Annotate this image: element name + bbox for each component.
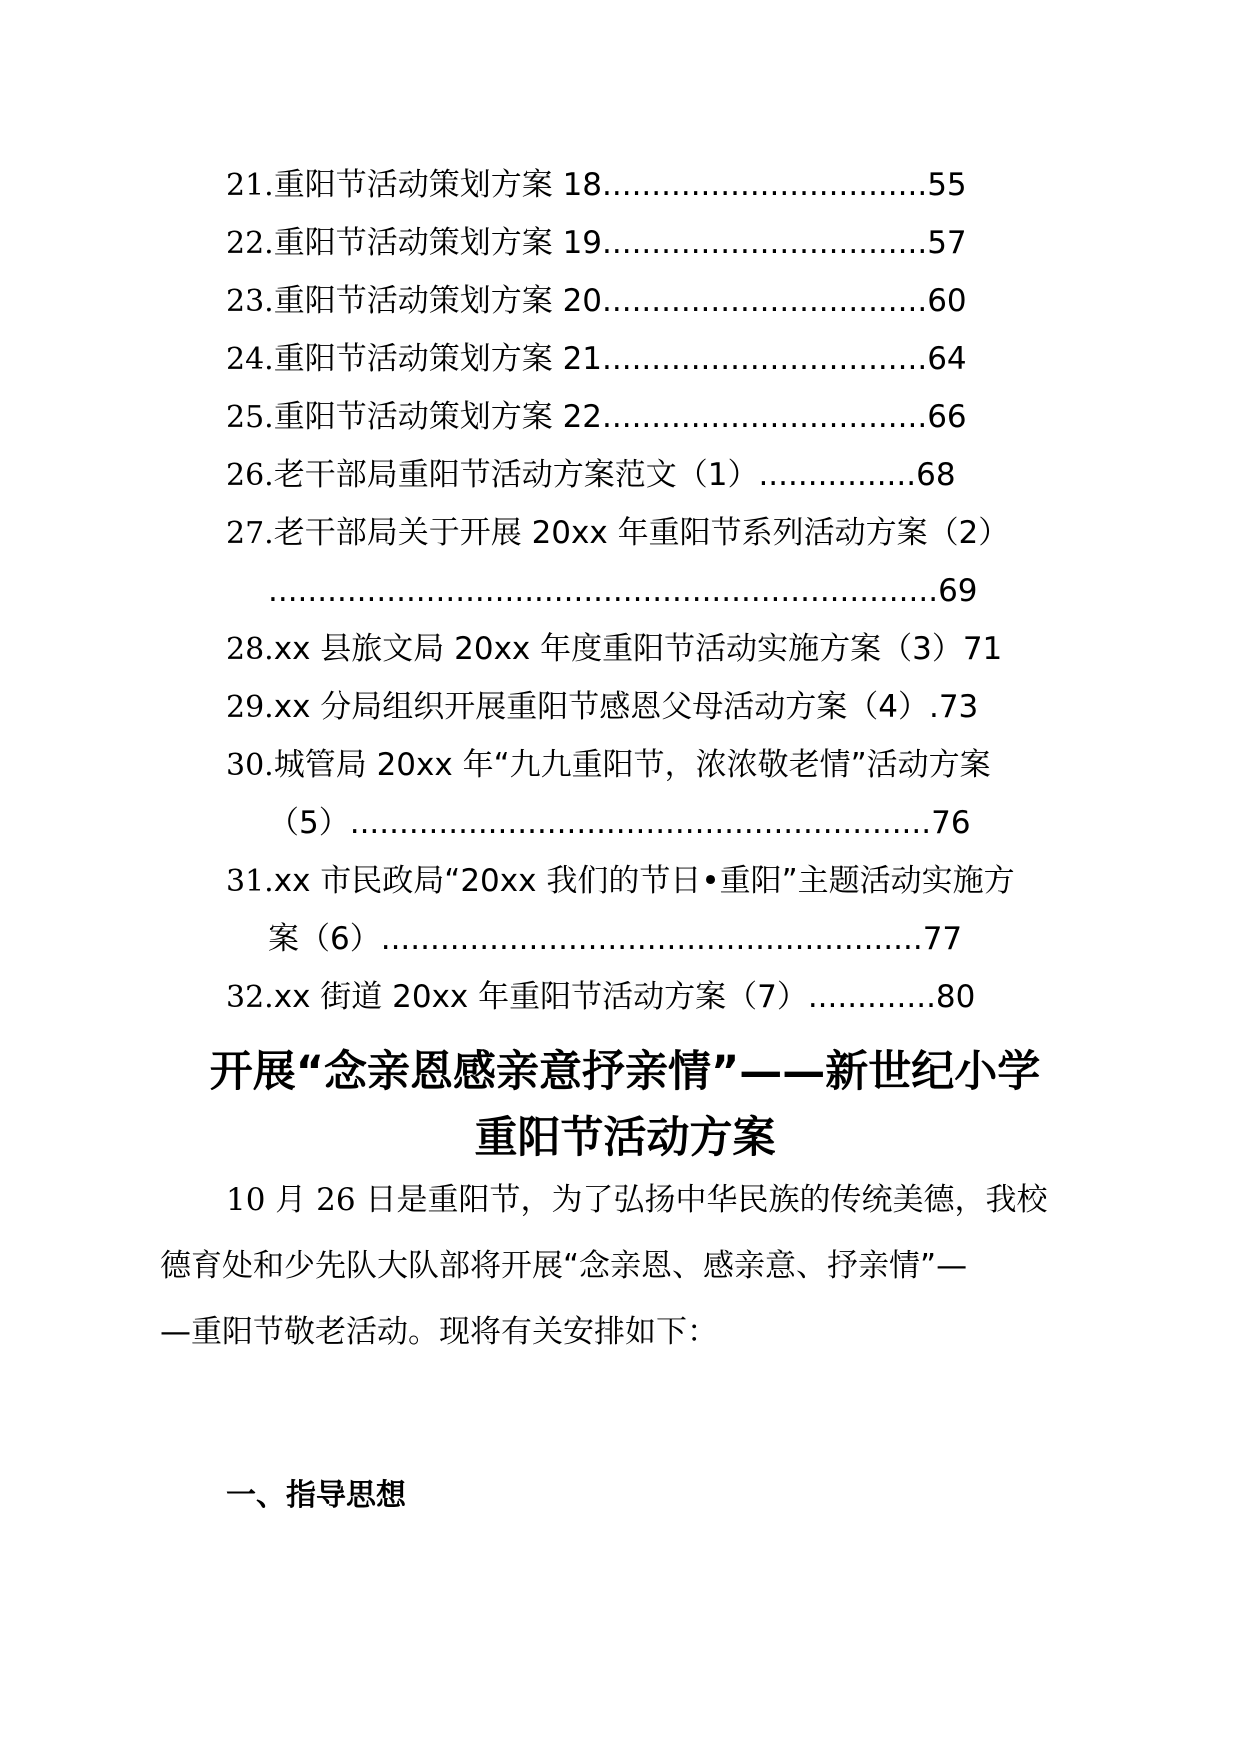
toc-entry-text: 重阳节活动策划方案 21.................................64 <box>273 341 967 377</box>
toc-entry-text: xx 街道 20xx 年重阳节活动方案（7）.............80 <box>273 979 976 1015</box>
toc-entry-text: xx 分局组织开展重阳节感恩父母活动方案（4）.73 <box>273 689 979 725</box>
toc-entry-26[interactable] <box>226 455 956 495</box>
toc-entry-text: xx 县旅文局 20xx 年度重阳节活动实施方案（3）71 <box>273 631 1003 667</box>
toc-entry-text: 重阳节活动策划方案 22.................................66 <box>273 399 967 435</box>
date-month: 10 <box>226 1182 266 1218</box>
toc-entry-text: 老干部局重阳节活动方案范文（1）................68 <box>273 457 956 493</box>
toc-entry-31-continuation[interactable] <box>268 919 962 959</box>
toc-entry-text: 重阳节活动策划方案 18.................................55 <box>273 167 967 203</box>
toc-entry-22[interactable] <box>226 223 967 263</box>
article-title-line2: 重阳节活动方案 <box>474 1113 776 1163</box>
paragraph-line: —重阳节敬老活动。现将有关安排如下： <box>160 1314 718 1350</box>
paragraph-line: 德育处和少先队大队部将开展“念亲恩、感亲意、抒亲情”— <box>160 1248 968 1284</box>
toc-entry-27[interactable] <box>226 513 1009 553</box>
toc-entry-text: xx 市民政局“20xx 我们的节日•重阳”主题活动实施方 <box>273 863 1015 899</box>
paragraph-text: 日是重阳节，为了弘扬中华民族的传统美德，我校 <box>355 1182 1048 1218</box>
toc-entry-24[interactable] <box>226 339 967 379</box>
toc-entry-text: 老干部局关于开展 20xx 年重阳节系列活动方案（2） <box>273 515 1010 551</box>
toc-entry-28[interactable] <box>226 629 1002 669</box>
toc-entry-leader: 案（6）.......................................................77 <box>268 921 963 957</box>
toc-entry-number: 29. <box>226 690 274 725</box>
toc-entry-number: 24. <box>226 342 274 377</box>
toc-entry-number: 32. <box>226 980 274 1015</box>
toc-entry-number: 26. <box>226 458 274 493</box>
toc-entry-number: 30. <box>226 748 274 783</box>
toc-entry-27-continuation[interactable] <box>268 571 978 611</box>
toc-entry-text: 重阳节活动策划方案 20.................................60 <box>273 283 967 319</box>
toc-entry-21[interactable] <box>226 165 967 205</box>
toc-entry-number: 25. <box>226 400 274 435</box>
toc-entry-leader: （5）...........................................................76 <box>268 805 971 841</box>
date-month-label: 月 <box>265 1182 317 1218</box>
section-heading: 一、指导思想 <box>226 1478 406 1513</box>
date-day: 26 <box>316 1182 356 1218</box>
toc-entry-number: 21. <box>226 168 274 203</box>
toc-entry-23[interactable] <box>226 281 967 321</box>
toc-entry-29[interactable] <box>226 687 978 727</box>
toc-entry-31[interactable] <box>226 861 1015 901</box>
toc-entry-number: 23. <box>226 284 274 319</box>
toc-entry-number: 22. <box>226 226 274 261</box>
toc-entry-25[interactable] <box>226 397 967 437</box>
toc-entry-number: 27. <box>226 516 274 551</box>
toc-entry-30[interactable] <box>226 745 991 785</box>
article-title-line1: 开展“念亲恩感亲意抒亲情”——新世纪小学 <box>209 1047 1041 1097</box>
paragraph-line <box>226 1180 1047 1220</box>
toc-entry-text: 城管局 20xx 年“九九重阳节，浓浓敬老情”活动方案 <box>273 747 991 783</box>
toc-entry-32[interactable] <box>226 977 975 1017</box>
toc-entry-leader: ....................................................................69 <box>268 573 978 609</box>
toc-entry-30-continuation[interactable] <box>268 803 971 843</box>
toc-entry-number: 31. <box>226 864 274 899</box>
toc-entry-text: 重阳节活动策划方案 19.................................57 <box>273 225 967 261</box>
toc-entry-number: 28. <box>226 632 274 667</box>
